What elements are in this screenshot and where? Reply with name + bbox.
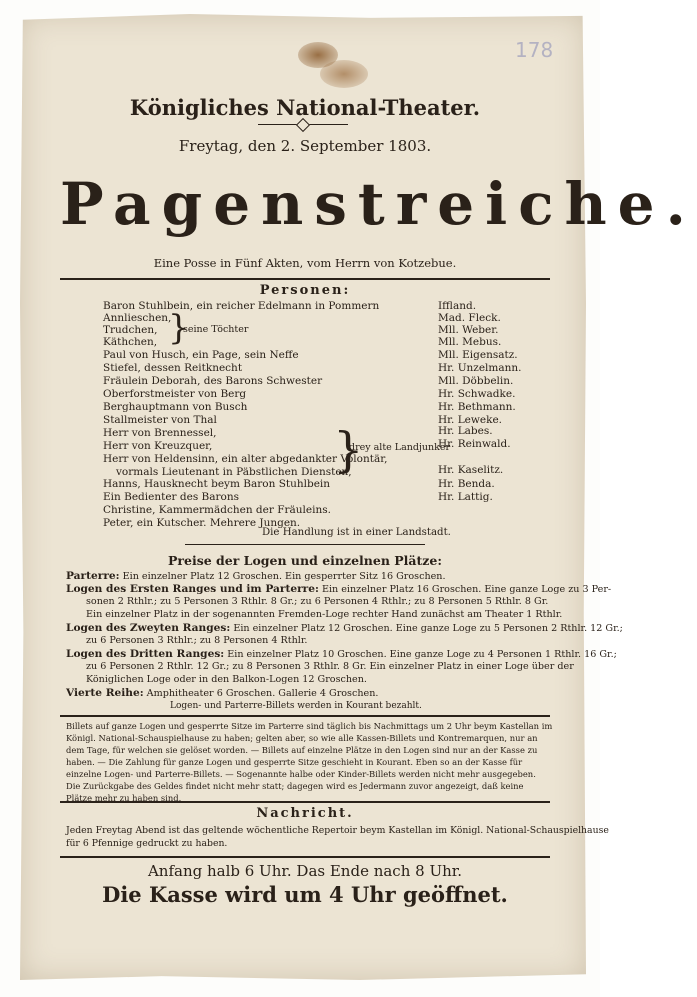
- price-line: [86, 609, 562, 620]
- theater-name: Königliches National-Theater.: [129, 95, 481, 120]
- cast-actor: Mll. Weber.: [438, 324, 499, 336]
- price-line: [66, 648, 617, 660]
- cast-heading: Personen:: [259, 283, 351, 298]
- price-text: Ein einzelner Platz in der sogenannten Fremden-Loge rechter Hand zunächst am Theater 1 Rthlr.: [86, 609, 563, 620]
- cast-actor: Mad. Fleck.: [438, 312, 501, 324]
- cast-role: Stiefel, dessen Reitknecht: [103, 362, 243, 374]
- cast-actor: Hr. Benda.: [438, 478, 495, 490]
- price-line: [66, 570, 446, 582]
- ticket-line: Plätze mehr zu haben sind.: [66, 793, 182, 803]
- play-title: Pagenstreiche.: [60, 170, 697, 238]
- show-times: Anfang halb 6 Uhr. Das Ende nach 8 Uhr.: [147, 862, 463, 880]
- ticket-line: einzelne Logen- und Parterre-Billets. — Sogenannte halbe oder Kinder-Billets werden nicht mehr ausgegeben.: [66, 769, 536, 779]
- price-text: Ein einzelner Platz 12 Groschen. Eine ganze Loge zu 5 Personen 2 Rthlr. 12 Gr.;: [230, 623, 623, 634]
- ornament-divider: [258, 124, 348, 125]
- cast-actor: Hr. Kaselitz.: [438, 464, 504, 476]
- cast-actor: Hr. Reinwald.: [438, 438, 511, 450]
- price-text: zu 6 Personen 2 Rthlr. 12 Gr.; zu 8 Personen 3 Rthlr. 8 Gr. Ein einzelner Platz in einer Loge über der: [86, 661, 574, 672]
- price-line: [86, 661, 574, 672]
- daughters-note: seine Töchter: [183, 324, 249, 335]
- ticket-line: Billets auf ganze Logen und gesperrte Sitze im Parterre sind täglich bis Nachmittags um 2 Uhr beym Kastellan im: [66, 721, 553, 731]
- divider: [60, 715, 550, 717]
- price-text: zu 6 Personen 3 Rthlr.; zu 8 Personen 4 Rthlr.: [86, 635, 308, 646]
- price-text: Königlichen Loge oder in den Balkon-Logen 12 Groschen.: [86, 674, 367, 685]
- box-office-opening: Die Kasse wird um 4 Uhr geöffnet.: [102, 882, 508, 907]
- cast-role: Annlieschen,: [103, 312, 172, 324]
- price-line: [66, 583, 611, 595]
- price-line: [86, 674, 367, 685]
- price-label: Logen des Ersten Ranges und im Parterre:: [66, 583, 319, 595]
- cast-actor: Hr. Leweke.: [438, 414, 502, 426]
- price-line: [86, 635, 307, 646]
- cast-role: Fräulein Deborah, des Barons Schwester: [103, 375, 323, 387]
- cast-role: Hanns, Hausknecht beym Baron Stuhlbein: [103, 478, 331, 490]
- price-label: Vierte Reihe:: [66, 687, 144, 699]
- cast-actor: Iffland.: [438, 300, 477, 312]
- cast-actor: Hr. Unzelmann.: [438, 362, 522, 374]
- divider: [60, 801, 550, 803]
- notice-line: Jeden Freytag Abend ist das geltende wöchentliche Repertoir beym Kastellan im Königl. National-Schauspielhause: [66, 825, 609, 836]
- ticket-line: Königl. National-Schauspielhause zu haben; gelten aber, so wie alle Kassen-Billets und Kontremarquen, nur an: [66, 733, 538, 743]
- price-line: [86, 596, 548, 607]
- cast-actor: Hr. Labes.: [438, 425, 493, 437]
- price-text: Ein einzelner Platz 12 Groschen. Ein gesperrter Sitz 16 Groschen.: [119, 571, 446, 582]
- brace: }: [168, 308, 190, 348]
- cast-role: Herr von Kreuzquer,: [103, 440, 213, 452]
- price-label: Logen des Zweyten Ranges:: [66, 622, 231, 634]
- cast-role: Baron Stuhlbein, ein reicher Edelmann in Pommern: [103, 300, 380, 312]
- price-line: [66, 687, 378, 699]
- cast-actor: Hr. Lattig.: [438, 491, 493, 503]
- cast-role: Berghauptmann von Busch: [103, 401, 248, 413]
- stain: [320, 60, 368, 88]
- price-text: Ein einzelner Platz 16 Groschen. Eine ganze Loge zu 3 Per-: [318, 584, 612, 595]
- price-label: Parterre:: [66, 570, 120, 582]
- cast-role: Oberforstmeister von Berg: [103, 388, 247, 400]
- junker-note: drey alte Landjunker: [349, 442, 451, 453]
- prices-heading: Preise der Logen und einzelnen Plätze:: [168, 553, 442, 568]
- location-note: Die Handlung ist in einer Landstadt.: [262, 527, 451, 538]
- cast-role: Peter, ein Kutscher. Mehrere Jungen.: [103, 517, 301, 529]
- notice-heading: Nachricht.: [256, 806, 354, 821]
- archive-number: 178: [515, 38, 554, 62]
- cast-actor: Mll. Eigensatz.: [438, 349, 518, 361]
- cast-actor: Hr. Bethmann.: [438, 401, 516, 413]
- cast-role: Herr von Heldensinn, ein alter abgedankter Volontär,: [103, 453, 388, 465]
- cast-role: Käthchen,: [103, 336, 158, 348]
- brace: }: [333, 422, 364, 478]
- play-subtitle: Eine Posse in Fünf Akten, vom Herrn von Kotzebue.: [153, 256, 457, 270]
- cast-actor: Hr. Schwadke.: [438, 388, 516, 400]
- cast-role: Christine, Kammermädchen der Fräuleins.: [103, 504, 331, 516]
- cast-actor: Mll. Döbbelin.: [438, 375, 514, 387]
- performance-date: Freytag, den 2. September 1803.: [178, 137, 432, 155]
- cast-role: Trudchen,: [103, 324, 158, 336]
- divider: [185, 544, 425, 545]
- price-line: [66, 622, 623, 634]
- cast-actor: Mll. Mebus.: [438, 336, 502, 348]
- cast-role: vormals Lieutenant in Päbstlichen Diensten,: [116, 466, 352, 478]
- cast-role: Stallmeister von Thal: [103, 414, 217, 426]
- price-text: Ein einzelner Platz 10 Groschen. Eine ganze Loge zu 4 Personen 1 Rthlr. 16 Gr.;: [224, 649, 617, 660]
- cast-role: Ein Bedienter des Barons: [103, 491, 240, 503]
- cast-role: Paul von Husch, ein Page, sein Neffe: [103, 349, 299, 361]
- ticket-line: haben. — Die Zahlung für ganze Logen und gesperrte Sitze geschieht in Kourant. Eben so an der Kasse für: [66, 757, 523, 767]
- price-text: sonen 2 Rthlr.; zu 5 Personen 3 Rthlr. 8 Gr.; zu 6 Personen 4 Rthlr.; zu 8 Personen 5 Rthlr. 8 Gr.: [86, 596, 549, 607]
- ticket-line: Die Zurückgabe des Geldes findet nicht mehr statt; dagegen wird es Jedermann zuvor angezeigt, daß keine: [66, 781, 524, 791]
- divider: [60, 856, 550, 858]
- price-footer: Logen- und Parterre-Billets werden in Kourant bezahlt.: [170, 701, 422, 711]
- price-text: Amphitheater 6 Groschen. Gallerie 4 Groschen.: [143, 688, 379, 699]
- ticket-line: dem Tage, für welchen sie gelöset worden. — Billets auf einzelne Plätze in den Logen sind nur an der Kasse zu: [66, 745, 538, 755]
- divider: [60, 278, 550, 280]
- cast-role: Herr von Brennessel,: [103, 427, 217, 439]
- price-label: Logen des Dritten Ranges:: [66, 648, 225, 660]
- notice-line: für 6 Pfennige gedruckt zu haben.: [66, 838, 228, 849]
